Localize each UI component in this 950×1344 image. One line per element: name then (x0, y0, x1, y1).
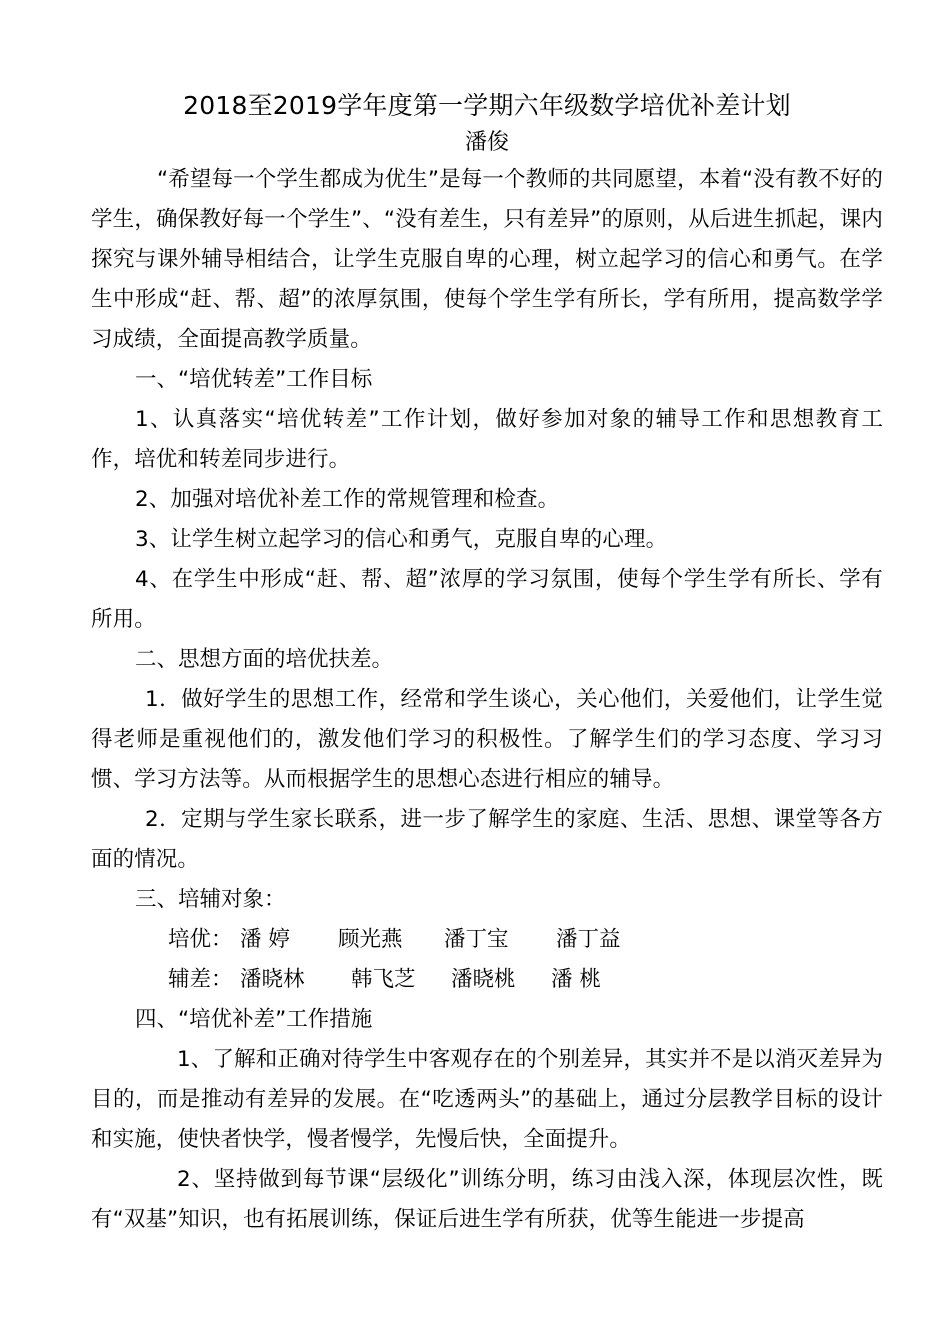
fucha-name: 潘 桃 (551, 967, 601, 992)
peiyou-label: 培优： (168, 927, 233, 952)
peiyou-name: 潘 婷 (240, 927, 290, 952)
peiyou-name: 潘丁宝 (444, 927, 509, 952)
section-heading-targets: 三、培辅对象： (135, 887, 286, 912)
peiyou-name: 潘丁益 (556, 927, 621, 952)
document-title: 2018至2019学年度第一学期六年级数学培优补差计划 (183, 91, 791, 120)
peiyou-name: 顾光燕 (338, 927, 403, 952)
thought-item-2: 2．定期与学生家长联系，进一步了解学生的家庭、生活、思想、课堂等各方面的情况。 (91, 807, 883, 872)
goal-item-3: 3、让学生树立起学习的信心和勇气，克服自卑的心理。 (135, 527, 668, 552)
document-author: 潘俊 (464, 130, 509, 155)
section-heading-measures: 四、“培优补差”工作措施 (135, 1007, 373, 1032)
fucha-name: 韩飞芝 (351, 967, 416, 992)
goal-item-4: 4、在学生中形成“赶、帮、超”浓厚的学习氛围，使每个学生学有所长、学有所用。 (91, 567, 883, 632)
section-heading-thought: 二、思想方面的培优扶差。 (135, 647, 394, 672)
measure-item-2: 2、坚持做到每节课“层级化”训练分明，练习由浅入深，体现层次性，既有“双基”知识，也有拓展训练，保证后进生学有所获，优等生能进一步提高 (91, 1167, 883, 1232)
fucha-label: 辅差： (168, 967, 233, 992)
measure-item-1: 1、了解和正确对待学生中客观存在的个别差异，其实并不是以消灭差异为目的，而是推动有差异的发展。在“吃透两头”的基础上，通过分层教学目标的设计和实施，使快者快学，慢者慢学，先慢后快，全面提升。 (91, 1047, 883, 1152)
thought-item-1: 1．做好学生的思想工作，经常和学生谈心，关心他们，关爱他们，让学生觉得老师是重视他们的，激发他们学习的积极性。了解学生们的学习态度、学习习惯、学习方法等。从而根据学生的思想心态进行相应的辅导。 (91, 687, 883, 792)
fucha-row (91, 960, 883, 1000)
fucha-name: 潘晓桃 (451, 967, 516, 992)
goal-item-2: 2、加强对培优补差工作的常规管理和检查。 (135, 487, 560, 512)
intro-paragraph: “希望每一个学生都成为优生”是每一个教师的共同愿望，本着“没有教不好的学生，确保教好每一个学生”、“没有差生，只有差异”的原则，从后进生抓起，课内探究与课外辅导相结合，让学生克服自卑的心理，树立起学习的信心和勇气。在学生中形成“赶、帮、超”的浓厚氛围，使每个学生学有所长，学有所用，提高数学学习成绩，全面提高教学质量。 (91, 167, 883, 352)
goal-item-1: 1、认真落实“培优转差”工作计划，做好参加对象的辅导工作和思想教育工作，培优和转差同步进行。 (91, 407, 883, 472)
peiyou-row (91, 920, 883, 960)
document-page (91, 86, 883, 1240)
section-heading-goals: 一、“培优转差”工作目标 (135, 367, 373, 392)
fucha-name: 潘晓林 (240, 967, 305, 992)
